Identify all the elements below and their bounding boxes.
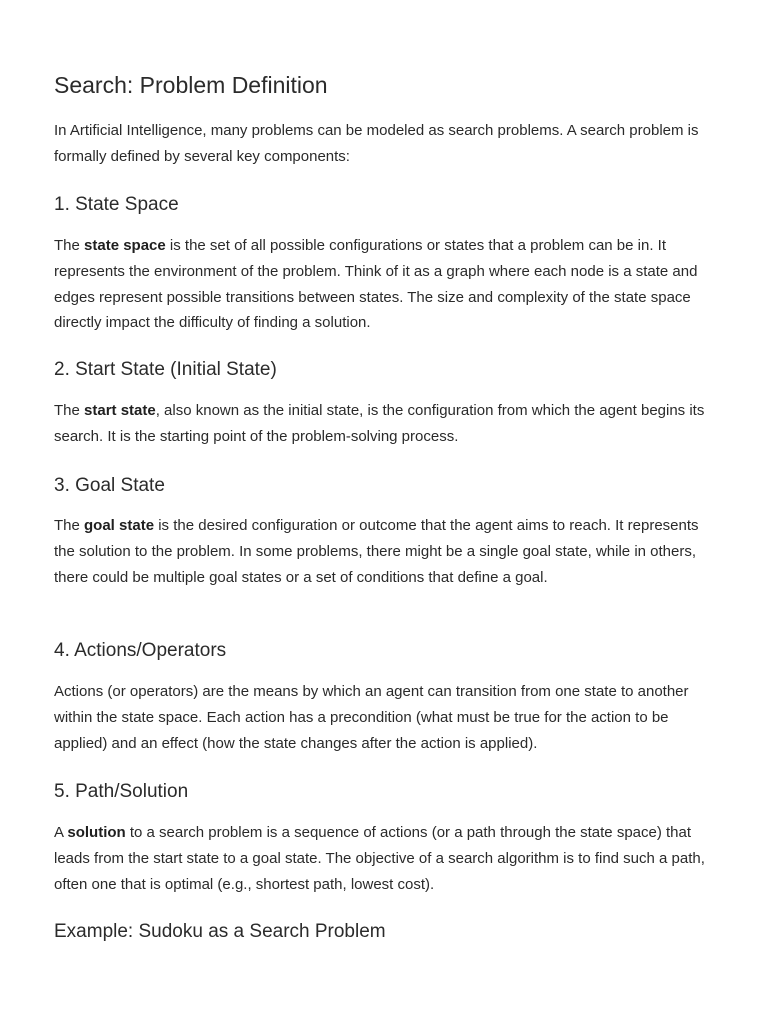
bold-term: solution <box>67 824 126 841</box>
text-segment: is the desired configuration or outcome that the agent aims to reach. It represents the solution to the problem. In some problems, there might be a single goal state, while in others, there could be multiple goal states or a set of conditions that define a goal. <box>54 517 699 586</box>
heading-actions-operators: 4. Actions/Operators <box>54 640 227 661</box>
text-segment: , also known as the initial state, is the configuration from which the agent begins its search. It is the starting point of the problem-solving process. <box>54 402 705 445</box>
bold-term: state space <box>84 237 166 254</box>
bold-term: goal state <box>84 517 155 534</box>
text-segment: to a search problem is a sequence of actions (or a path through the state space) that leads from the start state to a goal state. The objective of a search algorithm is to find such a path, often one that is optimal (e.g., shortest path, lowest cost). <box>54 824 705 893</box>
text-segment: The <box>54 402 85 419</box>
heading-start-state: 2. Start State (Initial State) <box>54 359 277 380</box>
intro-paragraph: In Artificial Intelligence, many problems can be modeled as search problems. A search problem is formally defined by several key components: <box>54 122 699 165</box>
text-segment: The <box>54 237 85 254</box>
paragraph-start-state <box>54 398 719 450</box>
bold-term: start state <box>84 402 156 419</box>
text-segment: The <box>54 517 85 534</box>
heading-state-space: 1. State Space <box>54 194 179 215</box>
paragraph-goal-state <box>54 513 719 590</box>
page-title: Search: Problem Definition <box>54 72 328 98</box>
paragraph-path-solution <box>54 820 719 897</box>
heading-path-solution: 5. Path/Solution <box>54 781 189 802</box>
heading-goal-state: 3. Goal State <box>54 475 165 496</box>
heading-example-sudoku: Example: Sudoku as a Search Problem <box>54 921 386 942</box>
text-segment: is the set of all possible configurations or states that a problem can be in. It represents the environment of the problem. Think of it as a graph where each node is a state and edges represent possible transitions between states. The size and complexity of the state space directly impact the difficulty of finding a solution. <box>54 237 698 332</box>
paragraph-actions-operators: Actions (or operators) are the means by which an agent can transition from one state to another within the state space. Each action has a precondition (what must be true for the action to be applied) and an effect (how the state changes after the action is applied). <box>54 683 689 752</box>
text-segment: A <box>54 824 68 841</box>
paragraph-state-space <box>54 233 719 336</box>
